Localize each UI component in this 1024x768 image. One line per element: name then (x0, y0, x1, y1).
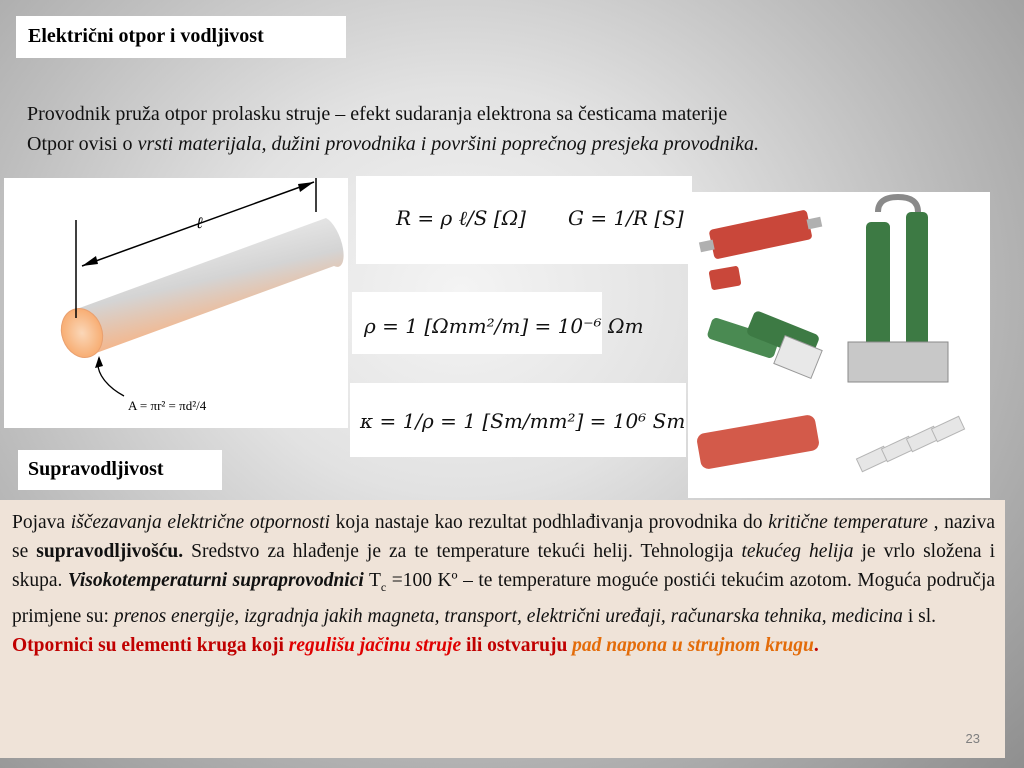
green-resistor-tall (848, 197, 948, 382)
superconductivity-paragraph: Pojava iščezavanja električne otpornosti koja nastaje kao rezultat podhlađivanja provodnika do kritične temperature , naziva se supravodljivošću. Sredstvo za hlađenje je za te temperature tekući helij. Tehnologija tekućeg helija je vrlo složena i skupa. Visokotemperaturni supraprovodnici $T_c =100$ Kº – te temperature moguće postići tekućim azotom. Moguća područja primjene su: prenos energije, izgradnja jakih magneta, transport, električni uređaji, računarska tehnika, medicina i sl. (12, 512, 996, 627)
resistors-drawing (688, 192, 990, 498)
section-title: Supravodljivost (18, 450, 222, 490)
red-resistor-small (708, 266, 741, 291)
conductor-figure (4, 178, 348, 428)
ceramic-resistors (856, 416, 964, 471)
resistance-formula: R = ρ ℓ/S [Ω] (396, 206, 526, 230)
intro-line-2 (27, 129, 759, 159)
formula-box-resistivity (352, 292, 644, 354)
red-resistor-large (696, 414, 820, 470)
resistor-definition: Otpornici su elementi kruga koji regulišu jačinu struje ili ostvaruju pad napona u strujnom krugu. (12, 634, 819, 656)
intro-line-2-italic: vrsti materijala, dužini provodnika i površini poprečnog presjeka provodnika. (137, 133, 759, 155)
length-symbol: ℓ (196, 213, 203, 232)
conductance-formula: G = 1/R [S] (568, 206, 684, 230)
page-number: 23 (965, 731, 980, 746)
formula-box-resistance (356, 176, 692, 264)
area-formula: A = πr² = πd²/4 (128, 398, 207, 413)
intro-line-1: Provodnik pruža otpor prolasku struje – efekt sudaranja elektrona sa česticama materije (27, 103, 728, 125)
conductor-drawing (4, 178, 348, 428)
content-box (0, 500, 1005, 758)
resistors-photo (688, 192, 990, 498)
conductivity-formula: κ = 1/ρ = 1 [Sm/mm²] = 10⁶ Sm (360, 409, 686, 433)
rod-body (74, 218, 344, 356)
slide-title: Električni otpor i vodljivost (16, 16, 346, 58)
intro-line-2-normal: Otpor ovisi o (27, 133, 138, 155)
intro-text (27, 99, 759, 159)
red-resistor-1 (697, 207, 825, 262)
resistivity-formula: ρ = 1 [Ωmm²/m] = 10⁻⁶ Ωm (364, 314, 644, 338)
formula-box-conductivity (350, 383, 686, 457)
